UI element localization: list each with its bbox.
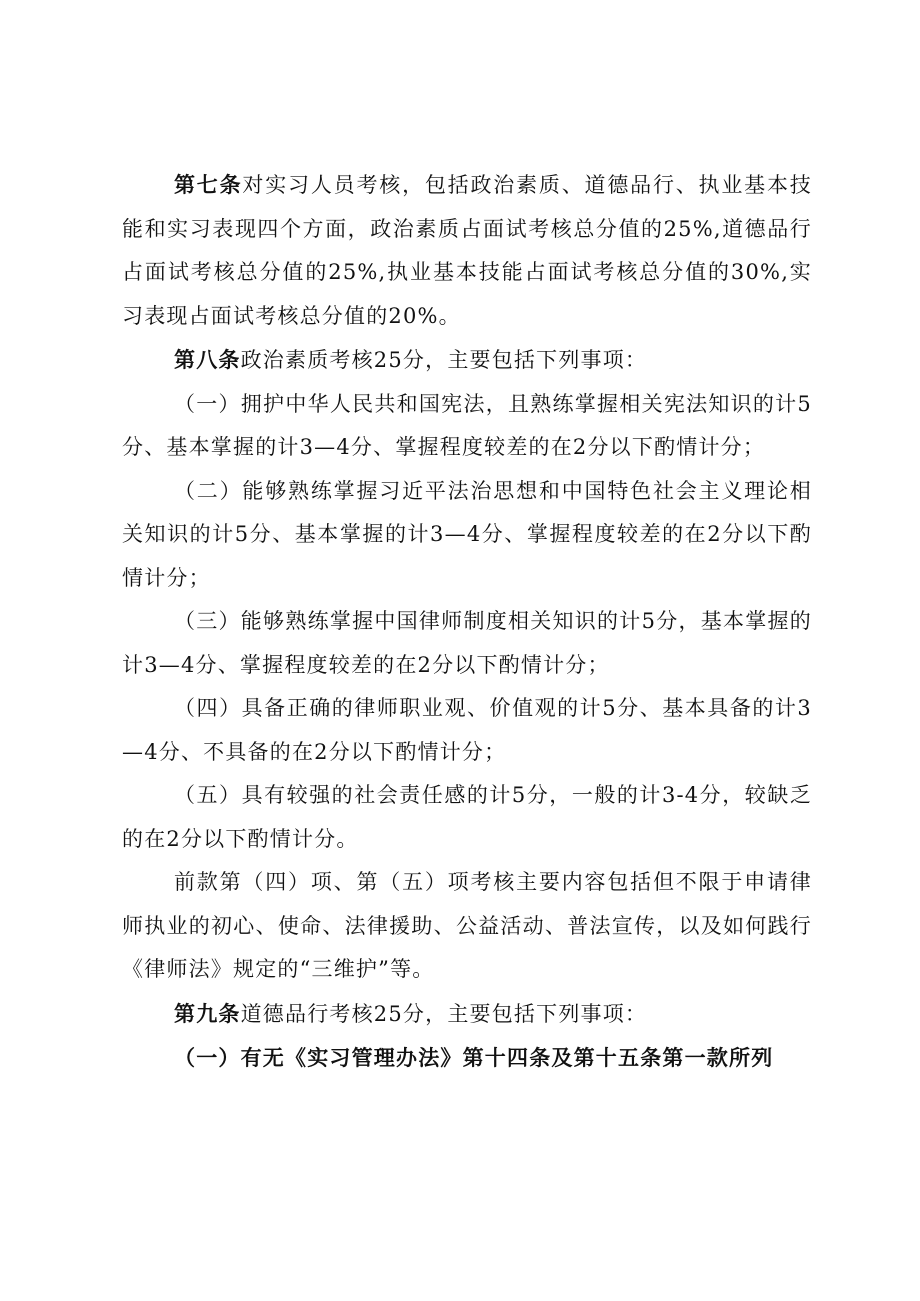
article-8-item-5: （五）具有较强的社会责任感的计5分，一般的计3-4分，较缺乏的在2分以下酌情计分。 <box>122 783 812 851</box>
article-9-heading: 第九条 <box>174 1000 241 1026</box>
article-9 <box>122 992 812 1037</box>
article-8-item-2: （二）能够熟练掌握习近平法治思想和中国特色社会主义理论相关知识的计5分、基本掌握的计3—4分、掌握程度较差的在2分以下酌情计分； <box>122 478 812 590</box>
article-8-note: 前款第（四）项、第（五）项考核主要内容包括但不限于申请律师执业的初心、使命、法律援助、公益活动、普法宣传，以及如何践行《律师法》规定的“三维护”等。 <box>122 870 812 981</box>
article-7 <box>122 163 812 338</box>
article-8-item-1: （一）拥护中华人民共和国宪法，且熟练掌握相关宪法知识的计5分、基本掌握的计3—4分、掌握程度较差的在2分以下酌情计分； <box>122 391 812 459</box>
article-8-item-3: （三）能够熟练掌握中国律师制度相关知识的计5分，基本掌握的计3—4分、掌握程度较差的在2分以下酌情计分； <box>122 609 812 677</box>
article-9-text: 道德品行考核25分，主要包括下列事项： <box>240 1001 648 1026</box>
article-9-item-1: （一）有无《实习管理办法》第十四条及第十五条第一款所列 <box>174 1045 774 1070</box>
document-body <box>122 163 812 1080</box>
article-7-text: 对实习人员考核，包括政治素质、道德品行、执业基本技能和实习表现四个方面，政治素质占面试考核总分值的25%,道德品行占面试考核总分值的25%,执业基本技能占面试考核总分值的30%,实习表现占面试考核总分值的20%。 <box>122 173 812 328</box>
article-8-heading: 第八条 <box>174 347 241 372</box>
article-7-heading: 第七条 <box>174 172 243 197</box>
article-8-text: 政治素质考核25分，主要包括下列事项： <box>240 348 648 372</box>
article-8-item-4: （四）具备正确的律师职业观、价值观的计5分、基本具备的计3—4分、不具备的在2分以下酌情计分； <box>122 696 812 764</box>
article-8 <box>122 338 812 383</box>
